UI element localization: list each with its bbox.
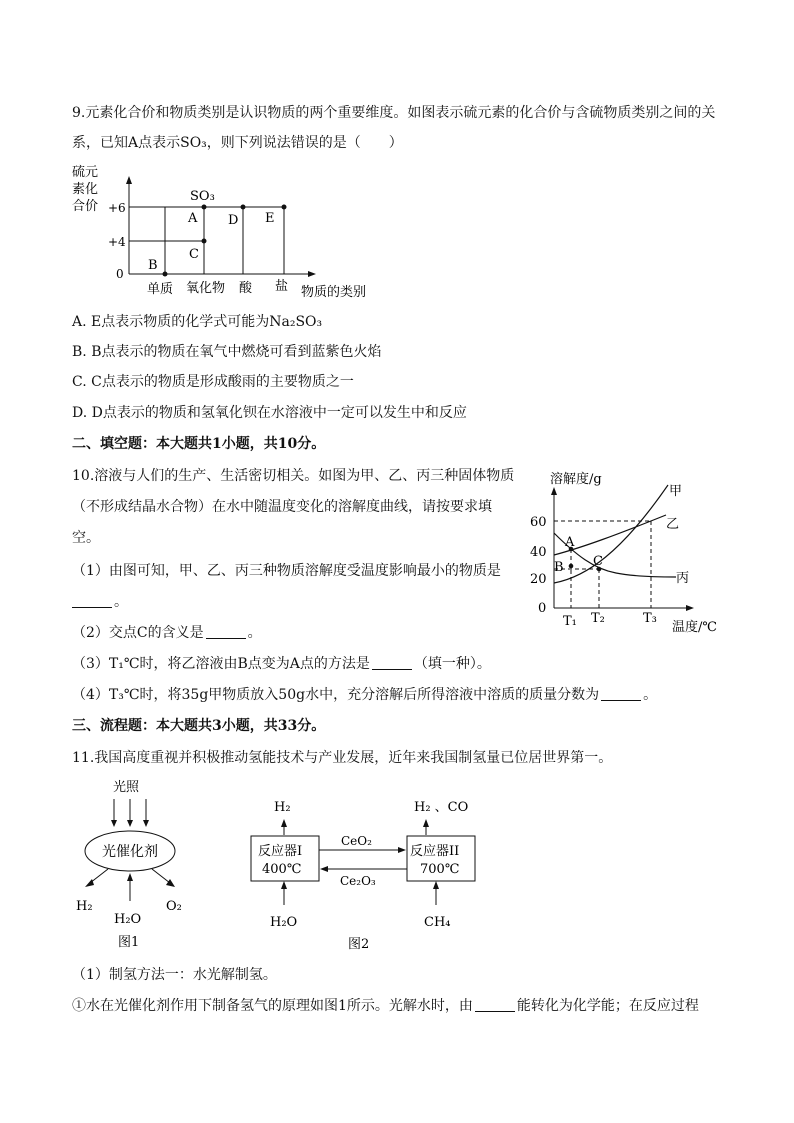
fig2-top-right: H₂ 、CO <box>414 800 469 815</box>
q9-stem-line2: 系，已知A点表示SO₃，则下列说法错误的是（ ） <box>72 135 403 151</box>
sol-t3: T₃ <box>643 611 657 626</box>
so3-label: SO₃ <box>190 189 215 204</box>
series-yi: 乙 <box>666 517 680 532</box>
x-title: 物质的类别 <box>301 285 367 300</box>
x-cat-4: 盐 <box>275 279 289 294</box>
q11-part2-end: 能转化为化学能；在反应过程 <box>516 998 699 1014</box>
q9-option-c: C. C点表示的物质是形成酸雨的主要物质之一 <box>72 374 354 390</box>
fig2-caption: 图2 <box>348 937 370 952</box>
sol-y20: 20 <box>530 572 547 587</box>
q10-part4 <box>72 685 657 705</box>
fig2-ceo2: CeO₂ <box>341 834 372 848</box>
reactor-2-name: 反应器II <box>410 844 460 859</box>
y-title-2: 素化 <box>72 182 99 197</box>
q10-stem-line1: 10.溶液与人们的生产、生活密切相关。如图为甲、乙、丙三种固体物质 <box>72 468 515 484</box>
section-3-heading: 三、流程题：本大题共3小题，共33分。 <box>72 718 326 734</box>
x-cat-1: 单质 <box>147 282 174 297</box>
sol-ylabel: 溶解度/g <box>550 472 602 487</box>
solubility-chart <box>516 465 726 640</box>
part3-text: （3）T₁℃时，将乙溶液由B点变为A点的方法是 <box>72 656 370 672</box>
q10-part3 <box>72 654 491 674</box>
y-tick-0: 0 <box>116 267 124 281</box>
series-jia: 甲 <box>669 484 683 499</box>
q10-part1-answer <box>72 592 128 612</box>
fig2-ce2o3: Ce₂O₃ <box>340 874 376 888</box>
sol-t1: T₁ <box>563 614 577 629</box>
part2-end: 。 <box>247 625 262 641</box>
part1-end: 。 <box>114 594 128 610</box>
sol-y60: 60 <box>530 515 547 530</box>
fig1-catalyst: 光催化剂 <box>102 844 158 860</box>
fig2-ch4: CH₄ <box>424 915 451 930</box>
q9-option-b: B. B点表示的物质在氧气中燃烧可看到蓝紫色火焰 <box>72 344 382 360</box>
reactor-2-temp: 700℃ <box>420 862 460 877</box>
part4-end: 。 <box>643 687 658 703</box>
x-cat-3: 酸 <box>239 281 253 296</box>
q9-option-a: A. E点表示物质的化学式可能为Na₂SO₃ <box>72 314 323 330</box>
q11-part2 <box>72 996 699 1016</box>
point-c <box>202 239 207 244</box>
fig1-h2o: H₂O <box>114 912 142 927</box>
point-e <box>282 205 287 210</box>
y-tick-4: +4 <box>108 235 126 249</box>
fig1-light: 光照 <box>113 780 140 795</box>
point-b <box>163 272 168 277</box>
q9-option-d: D. D点表示的物质和氢氧化钡在水溶液中一定可以发生中和反应 <box>72 405 467 421</box>
sol-y0: 0 <box>538 601 547 616</box>
sol-t2: T₂ <box>591 611 605 626</box>
sol-label-c: C <box>593 554 603 569</box>
series-bing: 丙 <box>676 571 690 586</box>
q11-stem: 11.我国高度重视并积极推动氢能技术与产业发展，近年来我国制氢量已位居世界第一。 <box>72 750 613 766</box>
y-tick-6: +6 <box>108 201 126 215</box>
label-b: B <box>148 258 158 273</box>
answer-blank-5[interactable] <box>475 997 515 1012</box>
fig1-o2: O₂ <box>166 899 182 914</box>
answer-blank-1[interactable] <box>72 593 112 608</box>
sol-label-b: B <box>554 560 564 575</box>
reactor-1-name: 反应器I <box>258 844 303 859</box>
sol-point-b <box>569 564 574 569</box>
curve-jia <box>554 485 668 583</box>
q10-stem-line2: （不形成结晶水合物）在水中随温度变化的溶解度曲线，请按要求填 <box>72 499 492 515</box>
valence-chart <box>72 162 402 302</box>
sol-y40: 40 <box>530 545 547 560</box>
label-c: C <box>189 247 199 262</box>
fig2-h2o: H₂O <box>270 915 298 930</box>
answer-blank-2[interactable] <box>206 624 246 639</box>
q11-part1: （1）制氢方法一：水光解制氢。 <box>72 967 277 983</box>
figure-2 <box>244 793 504 973</box>
y-title-1: 硫元 <box>72 165 99 180</box>
answer-blank-4[interactable] <box>601 686 641 701</box>
figure-1 <box>72 775 222 950</box>
fig1-h2: H₂ <box>76 899 93 914</box>
point-d <box>241 205 246 210</box>
part3-end: （填一种）。 <box>413 656 491 672</box>
q11-part2-text: ①水在光催化剂作用下制备氢气的原理如图1所示。光解水时，由 <box>72 998 473 1014</box>
reactor-1-temp: 400℃ <box>262 862 302 877</box>
label-e: E <box>265 211 275 226</box>
answer-blank-3[interactable] <box>372 655 412 670</box>
q10-part2 <box>72 623 262 643</box>
y-title-3: 合价 <box>72 199 99 214</box>
fig2-top-left: H₂ <box>274 800 291 815</box>
sol-label-a: A <box>565 535 575 550</box>
section-2-heading: 二、填空题：本大题共1小题，共10分。 <box>72 436 326 452</box>
sol-xlabel: 温度/℃ <box>672 620 717 635</box>
label-d: D <box>228 213 239 228</box>
part4-text: （4）T₃℃时，将35g甲物质放入50g水中，充分溶解后所得溶液中溶质的质量分数为 <box>72 687 600 703</box>
x-cat-2: 氧化物 <box>186 281 226 296</box>
point-a <box>202 205 207 210</box>
q10-stem-line3: 空。 <box>72 530 100 546</box>
part2-text: （2）交点C的含义是 <box>72 625 204 641</box>
q10-part1: （1）由图可知，甲、乙、丙三种物质溶解度受温度影响最小的物质是 <box>72 563 501 579</box>
label-a: A <box>188 211 198 226</box>
q9-stem-line1: 9.元素化合价和物质类别是认识物质的两个重要维度。如图表示硫元素的化合价与含硫物质类别之间的关 <box>72 105 716 121</box>
fig1-caption: 图1 <box>118 935 140 950</box>
